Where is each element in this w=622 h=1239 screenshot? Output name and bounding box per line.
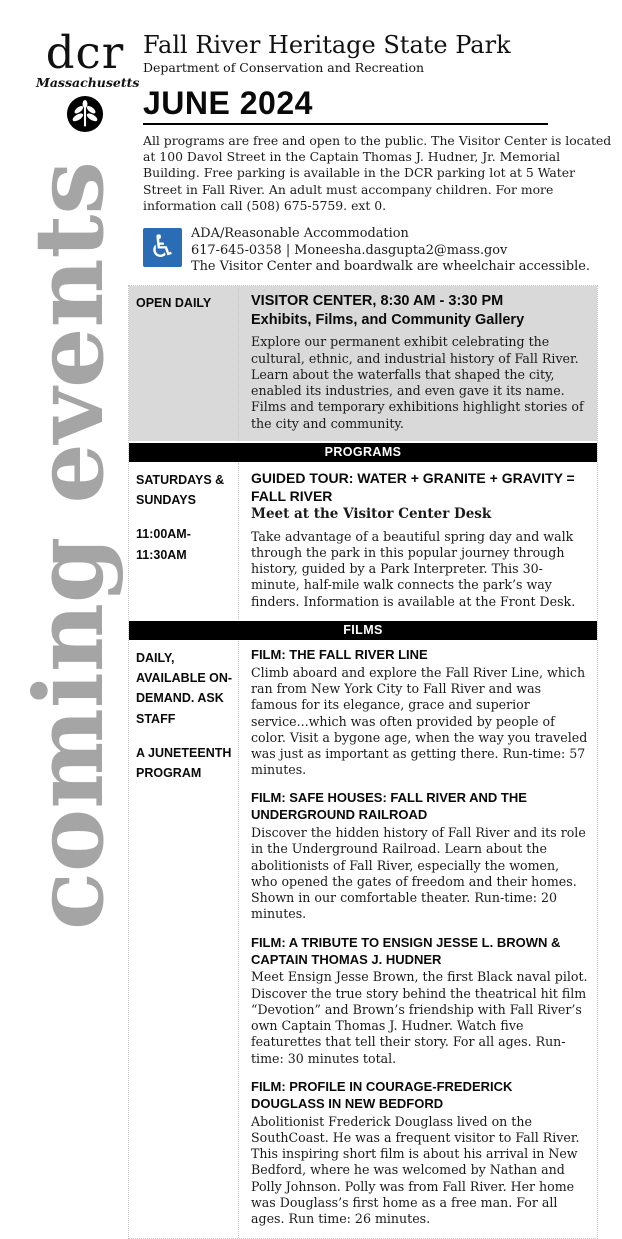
dcr-logo-state: Massachusetts [36,75,140,91]
ada-contact-line: 617-645-0358 | Moneesha.dasgupta2@mass.gov [191,242,508,258]
films-list [239,641,597,1238]
open-daily-row [129,286,597,441]
department-subtitle: Department of Conservation and Recreation [143,60,425,76]
guided-tour-time: 11:00AM-11:30AM [136,527,191,562]
film-description: Discover the hidden history of Fall River and its role in the Underground Railroad. Learn about the abolitionists of Fall River, especially the women, who opened the gates of freedom and their homes. Shown in our comfortable theater. Run-time: 20 minutes. [251,825,586,922]
schedule-table [128,285,598,1239]
film-entry [251,647,589,779]
ada-section [143,226,615,276]
guided-tour-title: GUIDED TOUR: WATER + GRANITE + GRAVITY = FALL RIVER [251,469,575,505]
guided-tour-days: SATURDAYS & SUNDAYS [136,472,225,508]
visitor-center-description: Explore our permanent exhibit celebrating the cultural, ethnic, and industrial history of Fall River. Learn about the waterfalls that shaped the city, enabled its industries, and even gave it its name. Films and temporary exhibitions highlight stories of the city and community. [251,334,584,431]
open-daily-when: OPEN DAILY [129,286,239,441]
park-title: Fall River Heritage State Park [143,31,511,59]
films-row [129,641,597,1238]
guided-tour-details [239,463,597,619]
ada-accessibility-line: The Visitor Center and boardwalk are wheelchair accessible. [191,259,590,275]
guided-tour-description: Take advantage of a beautiful spring day and walk through the park in this popular journey through history, guided by a Park Interpreter. This 30-minute, half-mile walk connects the park’s way finders. Information is available at the Front Desk. [251,528,576,609]
films-availability: DAILY, AVAILABLE ON-DEMAND. ASK STAFF [136,650,233,726]
film-description: Meet Ensign Jesse Brown, the first Black naval pilot. Discover the true story behind the theatrical hit film “Devotion” and Brown’s friendship with Fall River’s own Captain Thomas J. Hudner. Watch five featurettes that tell their story. For all ages. Run-time: 30 minutes total. [251,969,588,1066]
film-title: FILM: SAFE HOUSES: FALL RIVER AND THE UNDERGROUND RAILROAD [251,790,527,823]
month-heading: JUNE 2024 [143,87,548,125]
film-entry [251,935,589,1067]
films-when [129,641,239,1238]
dcr-logo [36,26,140,137]
film-entry [251,1079,589,1227]
guided-tour-when [129,463,239,619]
film-title: FILM: PROFILE IN COURAGE-FREDERICK DOUGLASS IN NEW BEDFORD [251,1078,513,1111]
film-title: FILM: A TRIBUTE TO ENSIGN JESSE L. BROWN & CAPTAIN THOMAS J. HUDNER [251,934,561,967]
coming-events-text: coming events [14,161,125,930]
coming-events-banner [14,161,125,930]
visitor-center-hours: VISITOR CENTER, 8:30 AM - 3:30 PM [251,292,504,309]
intro-paragraph: All programs are free and open to the public. The Visitor Center is located at 100 Davol Street in the Captain Thomas J. Hudner, Jr. Memorial Building. Free parking is available in the DCR parking lot at 5 Water Street in Fall River. An adult must accompany children. For more information call (508) 675-5759. ext 0. [143,133,612,213]
guided-tour-row [129,463,597,619]
ada-text [191,226,590,276]
header [143,0,615,276]
dcr-logo-acronym: dcr [45,26,125,79]
guided-tour-meeting-point: Meet at the Visitor Center Desk [251,506,492,523]
film-description: Abolitionist Frederick Douglass lived on the SouthCoast. He was a frequent visitor to Fall River. This inspiring short film is about his arrival in New Bedford, where he was welcomed by Nathan and Polly Johnson. Polly was from Fall River. Her home was Douglass’s first home as a free man. For all ages. Run time: 26 minutes. [251,1113,580,1227]
film-description: Climb aboard and explore the Fall River Line, which ran from New York City to Fall River and was famous for its elegance, grace and superior service...which was often provided by people of color. Visit a bygone age, when the way you traveled was just as important as getting there. Run-time: 57 minutes. [251,664,588,778]
ada-accommodation-line: ADA/Reasonable Accommodation [191,226,409,242]
open-daily-details [239,286,597,441]
film-title: FILM: THE FALL RIVER LINE [251,646,428,662]
films-section-bar: FILMS [129,619,597,641]
leaf-icon [36,95,134,137]
wheelchair-glyph: ♿ [148,229,177,266]
programs-section-bar: PROGRAMS [129,441,597,463]
films-juneteenth-note: A JUNETEENTH PROGRAM [136,745,232,781]
film-entry [251,790,589,922]
visitor-center-subtitle: Exhibits, Films, and Community Gallery [251,311,525,328]
wheelchair-icon [143,228,182,267]
